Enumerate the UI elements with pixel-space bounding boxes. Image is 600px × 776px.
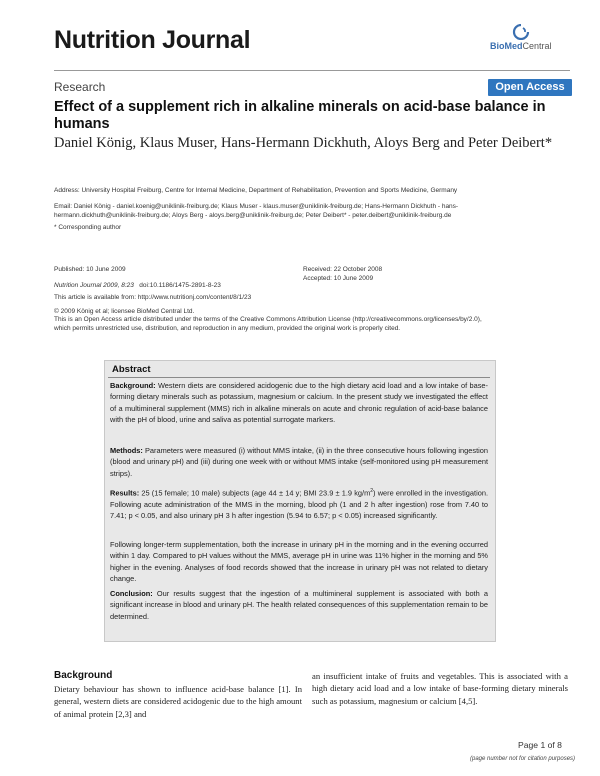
body-column-right: an insufficient intake of fruits and vegetables. This is associated with a high dietary acid load and a low intake of base-forming dietary minerals such as potassium, magnesium or calcium [4,5].	[312, 671, 568, 706]
article-url[interactable]: This article is available from: http://www.nutritionj.com/content/8/1/23	[54, 294, 252, 301]
citation-line	[54, 281, 221, 291]
abstract-methods-label: Methods:	[110, 446, 143, 455]
background-heading: Background	[54, 670, 113, 681]
abstract-conclusion-text: Our results suggest that the ingestion of a multimineral supplement is associated with both a significant increase in blood and urinary pH. The health related consequences of this supplementation remain to be determined.	[110, 589, 488, 621]
author-address: Address: University Hospital Freiburg, Centre for Internal Medicine, Department of Rehabilitation, Prevention and Sports Medicine, Germany	[54, 187, 458, 194]
page-number-note: (page number not for citation purposes)	[470, 756, 576, 762]
journal-citation: Nutrition Journal 2009, 8:23	[54, 282, 134, 289]
abstract-methods	[110, 445, 488, 479]
abstract-results-text-b: ) were enrolled in the investigation. Following acute administration of the MMS in the morning, blood ph (1 and 2 h after ingestion) rose from 7.40 to 7.41; p < 0.05, and also urinary pH 3 h after ingestion (5.94 to 6.57; p < 0.05) increased significantly.	[110, 488, 488, 521]
published-date: Published: 10 June 2009	[54, 266, 126, 273]
abstract-heading: Abstract	[112, 364, 151, 375]
abstract-results-label: Results:	[110, 488, 140, 498]
publisher-logo	[490, 24, 556, 52]
received-date: Received: 22 October 2008	[303, 266, 383, 273]
abstract-background	[110, 380, 488, 425]
accepted-date: Accepted: 10 June 2009	[303, 275, 374, 282]
copyright-notice: © 2009 König et al; licensee BioMed Central Ltd.	[54, 308, 195, 315]
body-column-left: Dietary behaviour has shown to influence acid-base balance [1]. In general, western diets are considered acidogenic due to the high amount of animal protein [2,3] and	[54, 684, 302, 719]
journal-title: Nutrition Journal	[54, 26, 251, 54]
article-section: Research	[54, 80, 106, 94]
header-divider	[54, 70, 570, 71]
open-access-badge: Open Access	[488, 79, 572, 96]
abstract-divider	[108, 377, 490, 378]
abstract-conclusion-label: Conclusion:	[110, 589, 153, 598]
abstract-conclusion	[110, 588, 488, 622]
abstract-results-text-a: 25 (15 female; 10 male) subjects (age 44 ± 14 y; BMI 23.9 ± 1.9 kg/m	[139, 488, 371, 498]
biomed-central-logo-icon	[512, 24, 530, 40]
logo-med: Med	[504, 41, 523, 51]
article-title: Effect of a supplement rich in alkaline minerals on acid-base balance in humans	[54, 99, 546, 132]
logo-bio: Bio	[490, 41, 505, 51]
abstract-background-text: Western diets are considered acidogenic due to the high dietary acid load and a low intake of base-forming dietary minerals such as potassium, magnesium or calcium. In the present study we investigated the effect of a multimineral supplement (MMS) rich in alkaline minerals on acute and chronic regulation of acid-base balance with the pH of blood, urine and saliva as potential surrogate markers.	[110, 381, 488, 424]
logo-central: Central	[522, 41, 552, 51]
doi[interactable]: doi:10.1186/1475-2891-8-23	[139, 282, 221, 289]
abstract-results-superscript: 2	[370, 488, 374, 494]
license-line1[interactable]: This is an Open Access article distributed under the terms of the Creative Commons Attribution License (http://creativecommons.org/licenses/by/2.0),	[54, 316, 482, 323]
abstract-methods-text: Parameters were measured (i) without MMS intake, (ii) in the three consecutive hours following ingestion (blood and urinary pH) and (iii) during one week with or without MMS intake (self-monitored using pH measurement strips).	[110, 446, 488, 478]
license-line2: which permits unrestricted use, distribution, and reproduction in any medium, provided the original work is properly cited.	[54, 325, 401, 332]
page-number: Page 1 of 8	[518, 740, 562, 750]
abstract-background-label: Background:	[110, 381, 156, 390]
author-emails-line1[interactable]: Email: Daniel König - daniel.koenig@uniklinik-freiburg.de; Klaus Muser - klaus.muser@uniklinik-freiburg.de; Hans-Hermann Dickhuth - hans-	[54, 203, 459, 210]
author-list: Daniel König, Klaus Muser, Hans-Hermann Dickhuth, Aloys Berg and Peter Deibert*	[54, 135, 553, 151]
corresponding-author-note: * Corresponding author	[54, 224, 122, 231]
abstract-results	[110, 486, 488, 521]
author-emails-line2[interactable]: hermann.dickhuth@uniklinik-freiburg.de; Aloys Berg - aloys.berg@uniklinik-freiburg.de; Peter Deibert* - peter.deibert@uniklinik-freiburg.de	[54, 212, 452, 219]
abstract-results-continued: Following longer-term supplementation, both the increase in urinary pH in the morning and in the evening occurred within 1 day. Compared to pH values without the MMS, average pH in urine was 11% higher in the morning and 5% higher in the evening. Analyses of food records showed that the increase in urinary pH was not related to dietary change.	[110, 540, 488, 583]
